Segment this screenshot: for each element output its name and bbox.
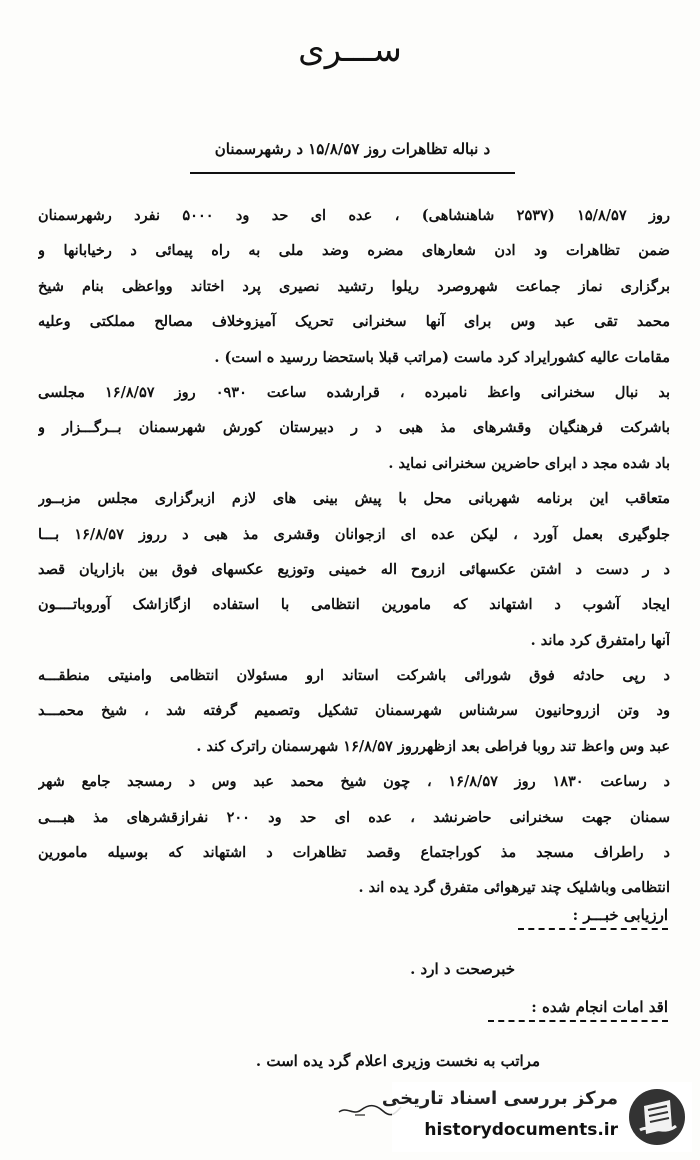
document-subject: د نباله تظاهرات روز ۱۵/۸/۵۷ د رشهرسمنان xyxy=(214,140,491,158)
body-line: د رساعت ۱۸۳۰ روز ۱۶/۸/۵۷ ، چون شیخ محمد عبد وس د رمسجد جامع شهر xyxy=(38,773,670,791)
body-line: ضمن تظاهرات ود ادن شعارهای مضره وضد ملی به راه پیمائی د رخیابانها و xyxy=(38,242,670,260)
classification-label: ســـری xyxy=(298,30,402,70)
body-line: د ر دست د اشتن عکسهائی ازروح اله خمینی وتوزیع عکسهای فوق بین بازاریان قصد xyxy=(38,560,670,578)
body-line: باشرکت فرهنگیان وقشرهای مذ هبی د ر دبیرستان کورش شهرسمنان بــرگـــزار و xyxy=(38,419,670,437)
document-body xyxy=(38,198,670,906)
archive-url: historydocuments.ir xyxy=(424,1120,618,1140)
body-line: بد نبال سخنرانی واعظ نامبرده ، قرارشده ساعت ۰۹۳۰ روز ۱۶/۸/۵۷ مجلسی xyxy=(38,383,670,401)
actions-heading xyxy=(488,998,668,1022)
body-line: مقامات عالیه کشورایراد کرد ماست (مراتب قبلا باستحضا ررسید ه است) . xyxy=(214,348,670,366)
body-line: سمنان جهت سخنرانی حاضرنشد ، عده ای حد ود ۲۰۰ نفرازقشرهای مذ هبـــی xyxy=(38,808,670,826)
body-line: باد شده مجد د ابرای حاضرین سخنرانی نماید . xyxy=(388,454,670,472)
body-line: برگزاری نماز جماعت شهروصرد ریلوا رتشید نصیری پرد اختاند وواعظی بنام شیخ xyxy=(38,277,670,295)
archive-watermark xyxy=(381,1082,692,1152)
body-line: عبد وس واعظ تند روبا فراطی بعد ازظهرروز ۱۶/۸/۵۷ شهرسمنان راترک کند . xyxy=(196,737,670,755)
body-line: متعاقب این برنامه شهربانی محل با پیش بینی های لازم ازبرگزاری مجلس مزبــور xyxy=(38,490,670,508)
body-line: آنها رامتفرق کرد ماند . xyxy=(530,631,670,649)
actions-heading-underline xyxy=(488,1020,668,1022)
body-line: د راطراف مسجد مذ کوراجتماع وقصد تظاهرات د اشتهاند که بوسیله مامورین xyxy=(38,844,670,862)
subject-underline xyxy=(190,172,515,174)
body-line: ایجاد آشوب د اشتهاند که مامورین انتظامی با استفاده ازگازاشک آوروباتــــون xyxy=(38,596,670,614)
body-line: محمد تقی عبد وس برای آنها سخنرانی تحریک آمیزوخلاف مصالح مملکتی وعلیه xyxy=(38,313,670,331)
assessment-heading xyxy=(518,906,668,930)
body-line: انتظامی وباشلیک چند تیرهوائی متفرق گرد یده اند . xyxy=(358,879,670,897)
archive-logo-icon xyxy=(626,1086,688,1148)
assessment-heading-underline xyxy=(518,928,668,930)
assessment-heading-text: ارزیابی خبـــر : xyxy=(572,906,668,924)
actions-text: مراتب به نخست وزیری اعلام گرد یده است . xyxy=(255,1052,540,1070)
assessment-text: خبرصحت د ارد . xyxy=(410,960,515,978)
body-line: جلوگیری بعمل آورد ، لیکن عده ای ازجوانان وقشری مذ هبی د رروز ۱۶/۸/۵۷ بـــا xyxy=(38,525,670,543)
body-line: د رپی حادثه فوق شورائی باشرکت استاند ارو مسئولان انتظامی وامنیتی منطقـــه xyxy=(38,667,670,685)
actions-heading-text: اقد امات انجام شده : xyxy=(531,998,668,1016)
body-line: ود وتن ازروحانیون سرشناس شهرسمنان تشکیل وتصمیم گرفته شد ، شیخ محمـــد xyxy=(38,702,670,720)
body-line: روز ۱۵/۸/۵۷ (۲۵۳۷ شاهنشاهی) ، عده ای حد ود ۵۰۰۰ نفرد رشهرسمنان xyxy=(38,207,670,224)
archive-name: مرکز بررسی اسناد تاریخی xyxy=(381,1088,618,1109)
